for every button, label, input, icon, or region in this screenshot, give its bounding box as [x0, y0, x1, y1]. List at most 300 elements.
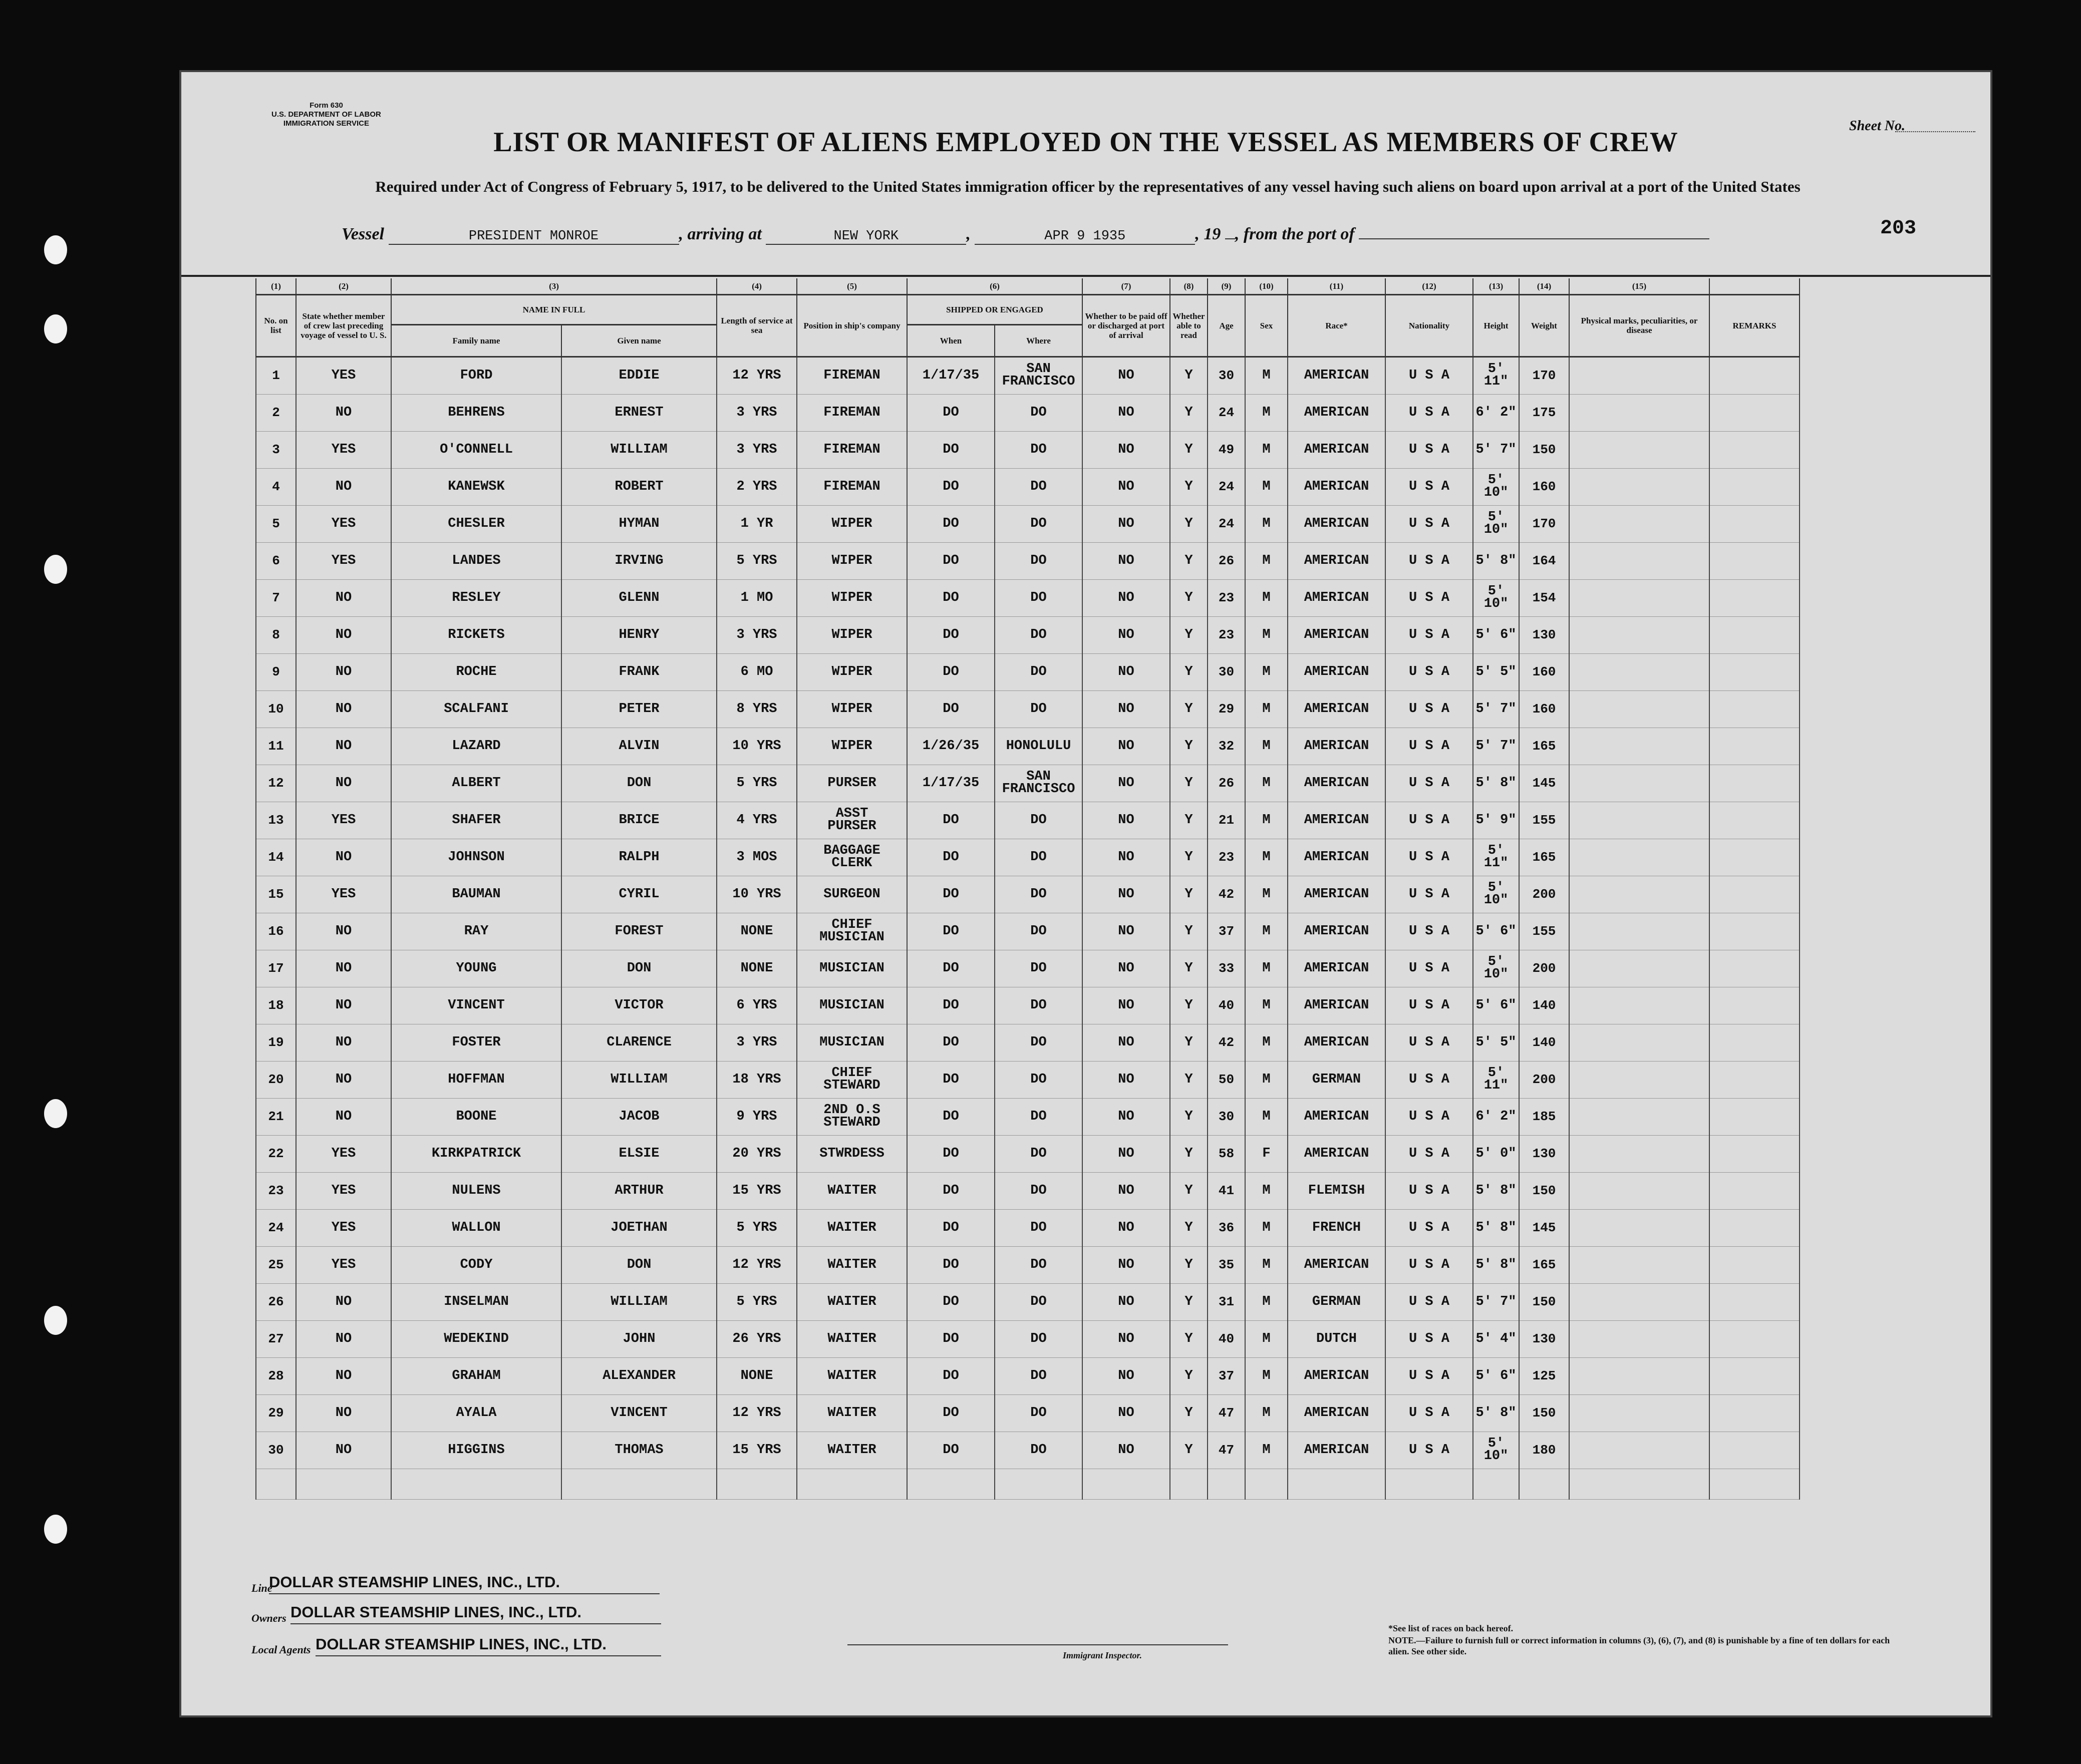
races-note: *See list of races on back hereof. — [1388, 1623, 1514, 1633]
row-number: 22 — [256, 1135, 296, 1172]
race: FRENCH — [1288, 1209, 1385, 1246]
nationality: U S A — [1385, 579, 1473, 616]
from-port-label: , from the port of — [1235, 225, 1355, 243]
prior-voyage: NO — [296, 579, 391, 616]
given-name: FRANK — [561, 653, 717, 690]
height: 6' 2" — [1473, 394, 1519, 431]
weight: 200 — [1519, 950, 1569, 987]
race: AMERICAN — [1288, 987, 1385, 1024]
able-to-read: Y — [1170, 394, 1208, 431]
prior-voyage: NO — [296, 728, 391, 765]
blank-cell — [907, 1469, 995, 1499]
paid-off: NO — [1082, 1024, 1170, 1061]
given-name: ROBERT — [561, 468, 717, 505]
length-of-service: 3 YRS — [717, 1024, 797, 1061]
weight: 150 — [1519, 1394, 1569, 1432]
shipped-where: DO — [995, 505, 1082, 542]
table-header — [256, 278, 1800, 357]
position: STWRDESS — [797, 1135, 907, 1172]
nationality: U S A — [1385, 1320, 1473, 1357]
able-to-read: Y — [1170, 1246, 1208, 1283]
length-of-service: 15 YRS — [717, 1172, 797, 1209]
weight: 140 — [1519, 987, 1569, 1024]
paid-off: NO — [1082, 505, 1170, 542]
position: WIPER — [797, 579, 907, 616]
able-to-read: Y — [1170, 950, 1208, 987]
given-name: DON — [561, 1246, 717, 1283]
header-name-in-full: NAME IN FULL — [391, 294, 717, 324]
shipped-where: DO — [995, 913, 1082, 950]
able-to-read: Y — [1170, 1209, 1208, 1246]
able-to-read: Y — [1170, 1061, 1208, 1098]
prior-voyage: NO — [296, 394, 391, 431]
prior-voyage: NO — [296, 653, 391, 690]
paid-off: NO — [1082, 1135, 1170, 1172]
header-given-name: Given name — [561, 324, 717, 357]
prior-voyage: NO — [296, 1283, 391, 1320]
header-prior-voyage: State whether member of crew last preceding voyage of vessel to U. S. — [296, 294, 391, 357]
able-to-read: Y — [1170, 839, 1208, 876]
weight: 150 — [1519, 1283, 1569, 1320]
paid-off: NO — [1082, 357, 1170, 394]
sex: M — [1245, 1357, 1288, 1394]
family-name: RESLEY — [391, 579, 561, 616]
length-of-service: 4 YRS — [717, 802, 797, 839]
given-name: ELSIE — [561, 1135, 717, 1172]
row-number: 26 — [256, 1283, 296, 1320]
year-label: , 19 — [1195, 225, 1221, 243]
prior-voyage: NO — [296, 1394, 391, 1432]
length-of-service: 3 YRS — [717, 431, 797, 468]
shipped-where: DO — [995, 1246, 1082, 1283]
race: AMERICAN — [1288, 765, 1385, 802]
given-name: VICTOR — [561, 987, 717, 1024]
position: ASST PURSER — [797, 802, 907, 839]
able-to-read: Y — [1170, 690, 1208, 728]
able-to-read: Y — [1170, 468, 1208, 505]
weight: 180 — [1519, 1432, 1569, 1469]
row-number: 16 — [256, 913, 296, 950]
nationality: U S A — [1385, 1135, 1473, 1172]
blank-cell — [797, 1469, 907, 1499]
paid-off: NO — [1082, 394, 1170, 431]
row-number: 6 — [256, 542, 296, 579]
given-name: FOREST — [561, 913, 717, 950]
length-of-service: 5 YRS — [717, 1283, 797, 1320]
race: GERMAN — [1288, 1283, 1385, 1320]
shipped-when: DO — [907, 505, 995, 542]
able-to-read: Y — [1170, 1320, 1208, 1357]
col9-number: (9) — [1208, 278, 1245, 294]
given-name: JACOB — [561, 1098, 717, 1135]
shipped-when: DO — [907, 1246, 995, 1283]
crew-row — [256, 468, 1800, 505]
blank-cell — [1082, 1469, 1170, 1499]
physical-marks — [1569, 468, 1709, 505]
family-name: HOFFMAN — [391, 1061, 561, 1098]
blank-cell — [1519, 1469, 1569, 1499]
family-name: FOSTER — [391, 1024, 561, 1061]
paid-off: NO — [1082, 653, 1170, 690]
col5-number: (5) — [797, 278, 907, 294]
weight: 165 — [1519, 728, 1569, 765]
physical-marks — [1569, 579, 1709, 616]
physical-marks — [1569, 839, 1709, 876]
able-to-read: Y — [1170, 728, 1208, 765]
physical-marks — [1569, 802, 1709, 839]
remarks — [1709, 987, 1800, 1024]
age: 30 — [1208, 357, 1245, 394]
race: AMERICAN — [1288, 1394, 1385, 1432]
form-number: Form 630 — [310, 101, 343, 110]
shipped-when: DO — [907, 1432, 995, 1469]
prior-voyage: YES — [296, 1246, 391, 1283]
nationality: U S A — [1385, 839, 1473, 876]
age: 26 — [1208, 542, 1245, 579]
vessel-name: PRESIDENT MONROE — [389, 229, 679, 245]
age: 36 — [1208, 1209, 1245, 1246]
nationality: U S A — [1385, 987, 1473, 1024]
race: AMERICAN — [1288, 468, 1385, 505]
row-number: 7 — [256, 579, 296, 616]
paid-off: NO — [1082, 1394, 1170, 1432]
sex: M — [1245, 579, 1288, 616]
family-name: KANEWSK — [391, 468, 561, 505]
family-name: YOUNG — [391, 950, 561, 987]
age: 37 — [1208, 913, 1245, 950]
age: 33 — [1208, 950, 1245, 987]
sex: M — [1245, 802, 1288, 839]
family-name: ROCHE — [391, 653, 561, 690]
position: WIPER — [797, 505, 907, 542]
blank-cell — [1208, 1469, 1245, 1499]
year-blank — [1225, 238, 1235, 239]
able-to-read: Y — [1170, 616, 1208, 653]
race: AMERICAN — [1288, 950, 1385, 987]
prior-voyage: NO — [296, 690, 391, 728]
shipped-where: DO — [995, 653, 1082, 690]
length-of-service: 1 MO — [717, 579, 797, 616]
nationality: U S A — [1385, 690, 1473, 728]
paid-off: NO — [1082, 1357, 1170, 1394]
blank-cell — [391, 1469, 561, 1499]
shipped-where: DO — [995, 690, 1082, 728]
family-name: SCALFANI — [391, 690, 561, 728]
race: AMERICAN — [1288, 728, 1385, 765]
blank-cell — [1569, 1469, 1709, 1499]
shipped-when: DO — [907, 1357, 995, 1394]
height: 5' 8" — [1473, 1246, 1519, 1283]
height: 5' 10" — [1473, 1432, 1519, 1469]
prior-voyage: NO — [296, 987, 391, 1024]
given-name: PETER — [561, 690, 717, 728]
header-physical-marks: Physical marks, peculiarities, or disease — [1569, 294, 1709, 357]
height: 5' 7" — [1473, 1283, 1519, 1320]
binder-hole — [44, 1099, 67, 1128]
shipped-when: DO — [907, 1061, 995, 1098]
shipped-where: DO — [995, 987, 1082, 1024]
header-shipped-engaged: SHIPPED OR ENGAGED — [907, 294, 1082, 324]
row-number: 9 — [256, 653, 296, 690]
crew-row — [256, 765, 1800, 802]
given-name: EDDIE — [561, 357, 717, 394]
prior-voyage: NO — [296, 913, 391, 950]
race: AMERICAN — [1288, 616, 1385, 653]
remarks — [1709, 1209, 1800, 1246]
remarks — [1709, 950, 1800, 987]
shipped-where: DO — [995, 1024, 1082, 1061]
shipped-where: DO — [995, 950, 1082, 987]
crew-row — [256, 616, 1800, 653]
penalty-note: NOTE.—Failure to furnish full or correct information in columns (3), (6), (7), and (8) is punishable by a fine of ten dollars for each alien. See other side. — [1388, 1635, 1890, 1656]
position: WIPER — [797, 728, 907, 765]
shipped-when: DO — [907, 1172, 995, 1209]
crew-row — [256, 1357, 1800, 1394]
sex: M — [1245, 1024, 1288, 1061]
sheet-label: Sheet No. — [1849, 118, 1905, 134]
able-to-read: Y — [1170, 653, 1208, 690]
shipped-when: DO — [907, 950, 995, 987]
able-to-read: Y — [1170, 505, 1208, 542]
prior-voyage: NO — [296, 468, 391, 505]
family-name: INSELMAN — [391, 1283, 561, 1320]
physical-marks — [1569, 505, 1709, 542]
shipped-where: DO — [995, 839, 1082, 876]
row-number: 4 — [256, 468, 296, 505]
position: WIPER — [797, 616, 907, 653]
length-of-service: 10 YRS — [717, 728, 797, 765]
row-number: 27 — [256, 1320, 296, 1357]
crew-row — [256, 728, 1800, 765]
blank-row — [256, 1469, 1800, 1499]
physical-marks — [1569, 542, 1709, 579]
position: CHIEF MUSICIAN — [797, 913, 907, 950]
nationality: U S A — [1385, 1024, 1473, 1061]
weight: 165 — [1519, 1246, 1569, 1283]
header-sex: Sex — [1245, 294, 1288, 357]
crew-row — [256, 1024, 1800, 1061]
remarks — [1709, 690, 1800, 728]
family-name: CODY — [391, 1246, 561, 1283]
able-to-read: Y — [1170, 1283, 1208, 1320]
able-to-read: Y — [1170, 357, 1208, 394]
family-name: KIRKPATRICK — [391, 1135, 561, 1172]
able-to-read: Y — [1170, 579, 1208, 616]
length-of-service: 6 YRS — [717, 987, 797, 1024]
paid-off: NO — [1082, 1061, 1170, 1098]
paid-off: NO — [1082, 876, 1170, 913]
nationality: U S A — [1385, 542, 1473, 579]
shipped-when: DO — [907, 1320, 995, 1357]
weight: 170 — [1519, 505, 1569, 542]
position: FIREMAN — [797, 468, 907, 505]
family-name: RICKETS — [391, 616, 561, 653]
remarks — [1709, 1394, 1800, 1432]
able-to-read: Y — [1170, 987, 1208, 1024]
crew-row — [256, 1135, 1800, 1172]
position: MUSICIAN — [797, 1024, 907, 1061]
weight: 160 — [1519, 468, 1569, 505]
given-name: IRVING — [561, 542, 717, 579]
nationality: U S A — [1385, 1098, 1473, 1135]
age: 49 — [1208, 431, 1245, 468]
physical-marks — [1569, 1024, 1709, 1061]
shipped-when: DO — [907, 913, 995, 950]
header-family-name: Family name — [391, 324, 561, 357]
given-name: HENRY — [561, 616, 717, 653]
col1-number: (1) — [256, 278, 296, 294]
weight: 175 — [1519, 394, 1569, 431]
prior-voyage: NO — [296, 1357, 391, 1394]
nationality: U S A — [1385, 1172, 1473, 1209]
family-name: VINCENT — [391, 987, 561, 1024]
age: 21 — [1208, 802, 1245, 839]
shipped-where: DO — [995, 1432, 1082, 1469]
sex: M — [1245, 653, 1288, 690]
shipped-where: DO — [995, 1394, 1082, 1432]
blank-cell — [995, 1469, 1082, 1499]
remarks — [1709, 357, 1800, 394]
prior-voyage: YES — [296, 431, 391, 468]
shipped-where: DO — [995, 1098, 1082, 1135]
sex: M — [1245, 1172, 1288, 1209]
header-position: Position in ship's company — [797, 294, 907, 357]
crew-row — [256, 839, 1800, 876]
shipped-when: 1/17/35 — [907, 765, 995, 802]
blank-cell — [717, 1469, 797, 1499]
age: 42 — [1208, 876, 1245, 913]
position: BAGGAGE CLERK — [797, 839, 907, 876]
paid-off: NO — [1082, 616, 1170, 653]
crew-row — [256, 579, 1800, 616]
remarks — [1709, 1357, 1800, 1394]
position: MUSICIAN — [797, 950, 907, 987]
height: 5' 10" — [1473, 876, 1519, 913]
sex: M — [1245, 950, 1288, 987]
given-name: DON — [561, 765, 717, 802]
col14-number: (14) — [1519, 278, 1569, 294]
header-where: Where — [995, 324, 1082, 357]
nationality: U S A — [1385, 394, 1473, 431]
family-name: HIGGINS — [391, 1432, 561, 1469]
owners-underline — [290, 1623, 661, 1624]
able-to-read: Y — [1170, 1024, 1208, 1061]
height: 5' 6" — [1473, 987, 1519, 1024]
remarks — [1709, 839, 1800, 876]
physical-marks — [1569, 1394, 1709, 1432]
length-of-service: 5 YRS — [717, 542, 797, 579]
physical-marks — [1569, 653, 1709, 690]
family-name: BEHRENS — [391, 394, 561, 431]
weight: 155 — [1519, 802, 1569, 839]
remarks — [1709, 1320, 1800, 1357]
inspector-label: Immigrant Inspector. — [1063, 1650, 1142, 1660]
given-name: VINCENT — [561, 1394, 717, 1432]
race: AMERICAN — [1288, 579, 1385, 616]
race: AMERICAN — [1288, 1024, 1385, 1061]
crew-row — [256, 802, 1800, 839]
prior-voyage: NO — [296, 950, 391, 987]
crew-row — [256, 653, 1800, 690]
remarks — [1709, 913, 1800, 950]
age: 30 — [1208, 1098, 1245, 1135]
given-name: CYRIL — [561, 876, 717, 913]
shipped-when: DO — [907, 876, 995, 913]
shipped-when: 1/17/35 — [907, 357, 995, 394]
given-name: WILLIAM — [561, 1061, 717, 1098]
remarks — [1709, 876, 1800, 913]
position: WAITER — [797, 1320, 907, 1357]
height: 5' 10" — [1473, 950, 1519, 987]
shipped-when: DO — [907, 1135, 995, 1172]
physical-marks — [1569, 913, 1709, 950]
shipped-where: DO — [995, 468, 1082, 505]
shipped-where: DO — [995, 542, 1082, 579]
col10-number: (10) — [1245, 278, 1288, 294]
weight: 200 — [1519, 876, 1569, 913]
col15-number: (15) — [1569, 278, 1709, 294]
shipped-when: DO — [907, 616, 995, 653]
height: 5' 6" — [1473, 616, 1519, 653]
paid-off: NO — [1082, 950, 1170, 987]
remarks — [1709, 616, 1800, 653]
prior-voyage: NO — [296, 1098, 391, 1135]
prior-voyage: YES — [296, 1209, 391, 1246]
col13-number: (13) — [1473, 278, 1519, 294]
race: AMERICAN — [1288, 653, 1385, 690]
age: 24 — [1208, 394, 1245, 431]
paid-off: NO — [1082, 987, 1170, 1024]
given-name: THOMAS — [561, 1432, 717, 1469]
binder-hole — [44, 1306, 67, 1335]
sex: M — [1245, 1246, 1288, 1283]
height: 5' 10" — [1473, 579, 1519, 616]
header-weight: Weight — [1519, 294, 1569, 357]
crew-row — [256, 1283, 1800, 1320]
row-number: 1 — [256, 357, 296, 394]
remarks — [1709, 1283, 1800, 1320]
shipped-when: DO — [907, 653, 995, 690]
sex: M — [1245, 468, 1288, 505]
sex: M — [1245, 1432, 1288, 1469]
prior-voyage: NO — [296, 616, 391, 653]
able-to-read: Y — [1170, 1135, 1208, 1172]
height: 5' 8" — [1473, 542, 1519, 579]
position: WAITER — [797, 1432, 907, 1469]
shipped-where: HONOLULU — [995, 728, 1082, 765]
row-number: 14 — [256, 839, 296, 876]
sex: M — [1245, 616, 1288, 653]
crew-row — [256, 876, 1800, 913]
header-paid-off: Whether to be paid off or discharged at port of arrival — [1082, 294, 1170, 357]
able-to-read: Y — [1170, 765, 1208, 802]
physical-marks — [1569, 950, 1709, 987]
department-name: U.S. DEPARTMENT OF LABOR — [271, 110, 381, 119]
crew-row — [256, 1061, 1800, 1098]
shipped-when: DO — [907, 542, 995, 579]
length-of-service: NONE — [717, 913, 797, 950]
remarks — [1709, 579, 1800, 616]
shipped-when: DO — [907, 1394, 995, 1432]
vessel-label: Vessel — [342, 225, 384, 243]
col2-number: (2) — [296, 278, 391, 294]
crew-row — [256, 913, 1800, 950]
age: 23 — [1208, 579, 1245, 616]
service-name: IMMIGRATION SERVICE — [283, 119, 369, 128]
paid-off: NO — [1082, 839, 1170, 876]
remarks — [1709, 1172, 1800, 1209]
header-no-on-list: No. on list — [256, 294, 296, 357]
